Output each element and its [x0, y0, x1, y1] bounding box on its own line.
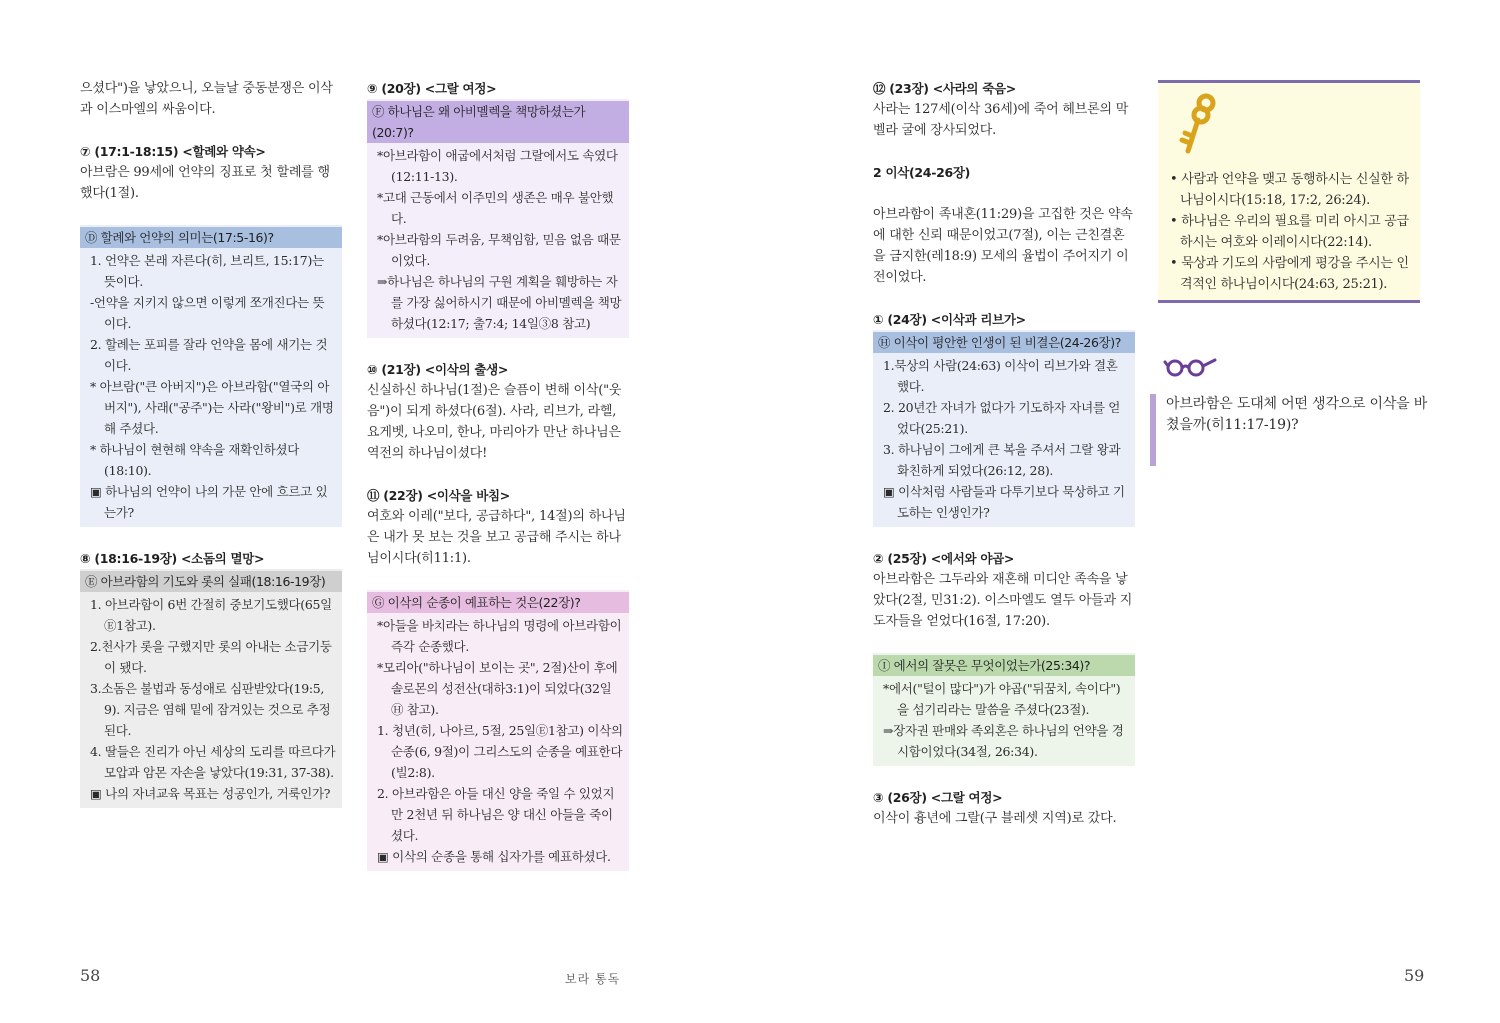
list-item: * 하나님이 현현해 약속을 재확인하셨다(18:10). [90, 442, 300, 478]
list-item: -언약을 지키지 않으면 이렇게 쪼개진다는 뜻이다. [90, 295, 325, 331]
list-item: *모리아("하나님이 보이는 곳", 2절)산이 후에 솔로몬의 성전산(대하3:1)이 되었다(32일 Ⓗ 참고). [377, 660, 618, 717]
list-item: *아브라함의 두려움, 무책임함, 믿음 없음 때문이었다. [377, 232, 621, 268]
box-h [873, 330, 1135, 527]
glasses-icon [1163, 356, 1219, 378]
list-item: 2. 20년간 자녀가 없다가 기도하자 자녀를 얻었다(25:21). [883, 400, 1121, 436]
list-item: ▣ 하나님의 언약이 나의 가문 안에 흐르고 있는가? [90, 484, 328, 520]
list-item: 1. 언약은 본래 자른다(히, 브리트, 15:17)는 뜻이다. [90, 253, 324, 289]
key-icon [1176, 93, 1220, 159]
box-g [367, 590, 629, 871]
section-3-heading: ③ (26장) <그랄 여정> [873, 790, 1003, 805]
section-7-text: 아브람은 99세에 언약의 징표로 첫 할례를 행했다(1절). [80, 165, 330, 201]
list-item: 2. 할례는 포피를 잘라 언약을 몸에 새기는 것이다. [90, 337, 328, 373]
list-item: ▣ 이삭처럼 사람들과 다투기보다 묵상하고 기도하는 인생인가? [883, 484, 1125, 520]
section-11-text: 여호와 이레("보다, 공급하다", 14절)의 하나님은 내가 못 보는 것을 보고 공급해 주시는 하나님이시다(히11:1). [367, 509, 626, 566]
box-e-title: Ⓔ 아브라함의 기도와 롯의 실패(18:16-19장) [80, 571, 342, 592]
list-item: ⇒장자권 판매와 족외혼은 하나님의 언약을 경시함이었다(34절, 26:34). [883, 723, 1124, 759]
section-3-text: 이삭이 흉년에 그랄(구 블레셋 지역)로 갔다. [873, 811, 1117, 826]
reflection-question-text: 아브라함은 도대체 어떤 생각으로 이삭을 바쳤을까(히11:17-19)? [1166, 396, 1428, 433]
footer-title: 보라 통독 [565, 972, 621, 986]
list-item: *아브라함이 애굽에서처럼 그랄에서도 속였다(12:11-13). [377, 148, 618, 184]
left-col-2 [367, 78, 629, 871]
list-item: 2. 아브라함은 아들 대신 양을 죽일 수 있었지만 2천년 뒤 하나님은 양 대신 아들을 죽이셨다. [377, 786, 615, 843]
section-2-text: 아브라함은 그두라와 재혼해 미디안 족속을 낳았다(2절, 민31:2). 이스마엘도 열두 아들과 지도자들을 얻었다(16절, 17:20). [873, 572, 1133, 629]
box-d [80, 225, 342, 527]
left-col-1 [80, 78, 342, 808]
section-8-heading: ⑧ (18:16-19장) <소돔의 멸망> [80, 551, 265, 566]
list-item: ▣ 이삭의 순종을 통해 십자가를 예표하셨다. [377, 849, 611, 864]
list-item: 3.소돔은 불법과 동성애로 심판받았다(19:5, 9). 지금은 염해 밑에 잠겨있는 것으로 추정된다. [90, 681, 331, 738]
section-10-heading: ⑩ (21장) <이삭의 출생> [367, 362, 509, 377]
list-item: 1.묵상의 사람(24:63) 이삭이 리브가와 결혼했다. [883, 358, 1118, 394]
box-i [873, 653, 1135, 766]
box-e [80, 569, 342, 808]
box-g-title: Ⓖ 이삭의 순종이 예표하는 것은(22장)? [367, 592, 629, 613]
box-f-title: Ⓕ 하나님은 왜 아비멜렉을 책망하셨는가(20:7)? [367, 101, 629, 143]
section-1-heading: ① (24장) <이삭과 리브가> [873, 312, 1026, 327]
intro-text: 으셨다")을 낳았으니, 오늘날 중동분쟁은 이삭과 이스마엘의 싸움이다. [80, 81, 333, 117]
section-12-heading: ⑫ (23장) <사라의 죽음> [873, 81, 1016, 96]
section-7-heading: ⑦ (17:1-18:15) <할례와 약속> [80, 144, 266, 159]
box-h-title: Ⓗ 이삭이 평안한 인생이 된 비결은(24-26장)? [873, 332, 1135, 353]
right-col-1 [873, 78, 1135, 829]
list-item: *에서("털이 많다")가 야곱("뒤꿈치, 속이다")을 섬기리라는 말씀을 주셨다(23절). [883, 681, 1121, 717]
list-item: 4. 딸들은 진리가 아닌 세상의 도리를 따르다가 모압과 암몬 자손을 낳았다(19:31, 37-38). [90, 744, 336, 780]
part-2-heading: 2 이삭(24-26장) [873, 165, 971, 180]
list-item: ▣ 나의 자녀교육 목표는 성공인가, 거룩인가? [90, 786, 331, 801]
list-item: 1. 청년(히, 나아르, 5절, 25일Ⓔ1참고) 이삭의 순종(6, 9절)이 그리스도의 순종을 예표한다(빌2:8). [377, 723, 623, 780]
list-item: • 사람과 언약을 맺고 동행하시는 신실한 하나님이시다(15:18, 17:2, 26:24). [1170, 172, 1409, 208]
box-i-title: Ⓘ 에서의 잘못은 무엇이었는가(25:34)? [873, 655, 1135, 676]
list-item: 3. 하나님이 그에게 큰 복을 주셔서 그랄 왕과 화친하게 되었다(26:12, 28). [883, 442, 1121, 478]
section-12-text: 사라는 127세(이삭 36세)에 죽어 헤브론의 막벨라 굴에 장사되었다. [873, 102, 1129, 138]
box-d-title: Ⓓ 할례와 언약의 의미는(17:5-16)? [80, 227, 342, 248]
box-f [367, 99, 629, 338]
page-number-left: 58 [80, 966, 101, 985]
reflection-question [1150, 394, 1428, 466]
list-item: • 하나님은 우리의 필요를 미리 아시고 공급하시는 여호와 이레이시다(22:14). [1170, 214, 1409, 250]
list-item: 1. 아브라함이 6번 간절히 중보기도했다(65일 Ⓔ1참고). [90, 597, 332, 633]
section-9-heading: ⑨ (20장) <그랄 여정> [367, 81, 497, 96]
part-2-text: 아브라함이 족내혼(11:29)을 고집한 것은 약속에 대한 신뢰 때문이었고(7절), 이는 근친결혼을 금지한(레18:9) 모세의 율법이 주어지기 이전이었다. [873, 207, 1133, 285]
key-summary-box [1158, 80, 1420, 303]
list-item: *고대 근동에서 이주민의 생존은 매우 불안했다. [377, 190, 614, 226]
list-item: * 아브람("큰 아버지")은 아브라함("열국의 아버지"), 사래("공주")는 사라("왕비")로 개명해 주셨다. [90, 379, 334, 436]
section-11-heading: ⑪ (22장) <이삭을 바침> [367, 488, 510, 503]
list-item: ⇒하나님은 하나님의 구원 계획을 훼방하는 자를 가장 싫어하시기 때문에 아비멜렉을 책망하셨다(12:17; 출7:4; 14일③8 참고) [377, 274, 622, 331]
page-number-right: 59 [1404, 966, 1425, 985]
section-10-text: 신실하신 하나님(1절)은 슬픔이 변해 이삭("웃음")이 되게 하셨다(6절). 사라, 리브가, 라헬, 요게벳, 나오미, 한나, 마리아가 만난 하나님은 역전의 하나님이셨다! [367, 383, 622, 461]
section-2-heading: ② (25장) <에서와 야곱> [873, 551, 1015, 566]
list-item: 2.천사가 롯을 구했지만 롯의 아내는 소금기둥이 됐다. [90, 639, 332, 675]
list-item: • 묵상과 기도의 사람에게 평강을 주시는 인격적인 하나님이시다(24:63, 25:21). [1170, 256, 1409, 292]
list-item: *아들을 바치라는 하나님의 명령에 아브라함이 즉각 순종했다. [377, 618, 622, 654]
